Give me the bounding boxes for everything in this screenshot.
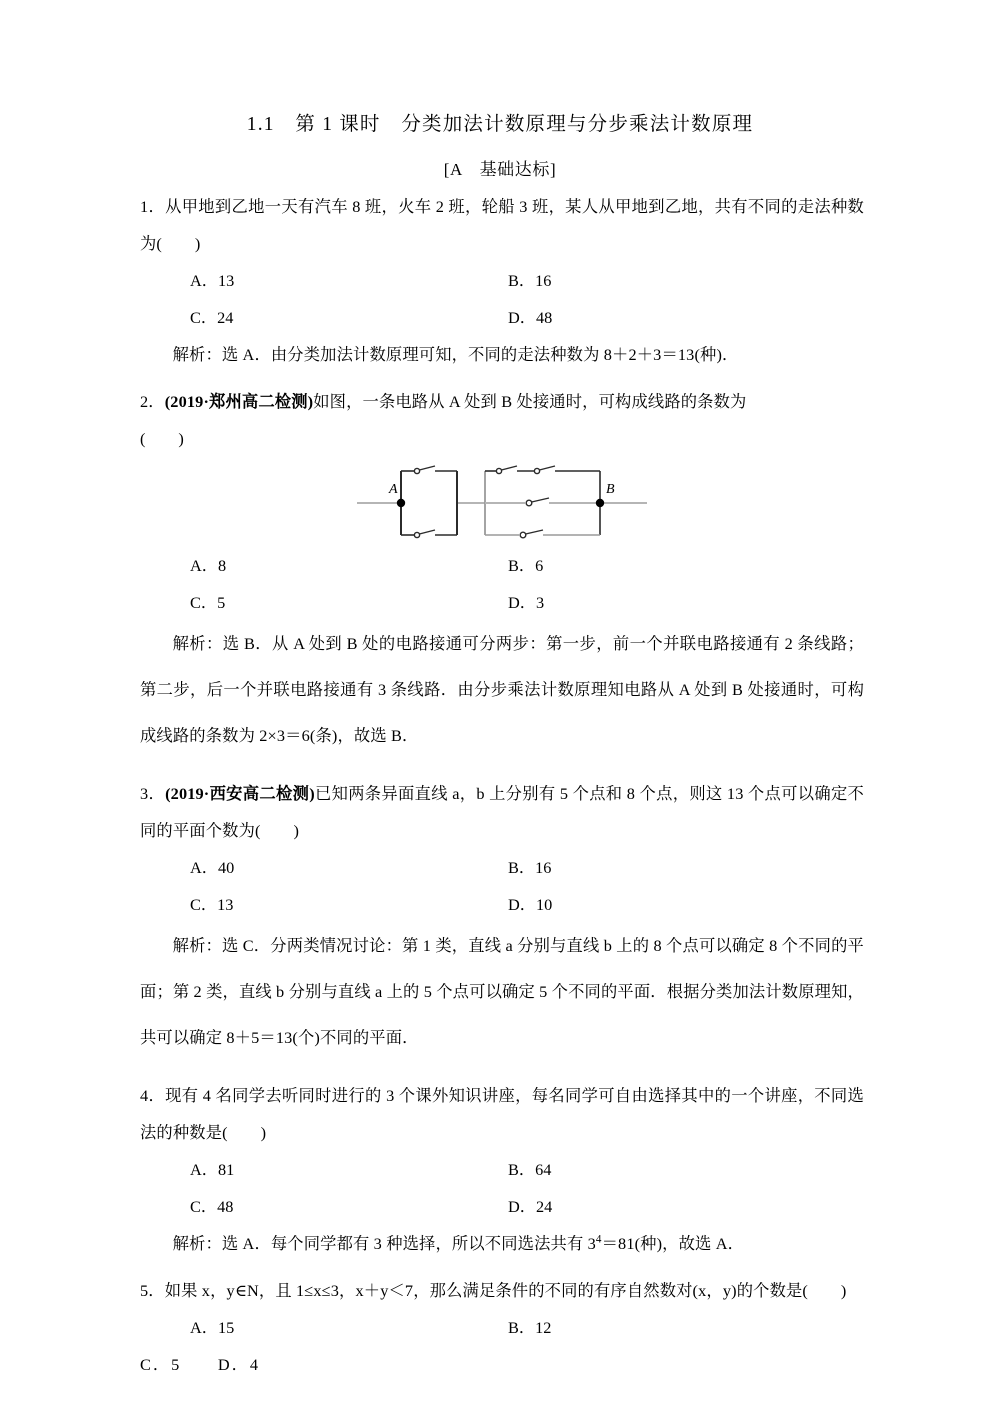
question-2-option-d[interactable]: D．3 — [508, 593, 545, 612]
question-3-stem-text: 已知两条异面直线 a，b 上分别有 5 个点和 8 个点，则这 13 个点可以确定不同的平面个数为( ) — [140, 784, 864, 840]
question-2-number: 2． — [140, 392, 165, 411]
question-2 — [140, 383, 864, 759]
question-3 — [140, 775, 864, 1061]
section-label: [A 基础达标] — [443, 160, 557, 179]
question-3-option-d[interactable]: D．10 — [508, 895, 553, 914]
question-4-stem: 4．现有 4 名同学去听同时进行的 3 个课外知识讲座，每名同学可自由选择其中的一个讲座，不同选法的种数是( ) — [140, 1086, 864, 1142]
question-3-option-a[interactable]: A．40 — [190, 858, 235, 877]
circuit-node-a-label: A — [389, 482, 398, 497]
question-1-stem: 1．从甲地到乙地一天有汽车 8 班，火车 2 班，轮船 3 班，某人从甲地到乙地，共有不同的走法种数为( ) — [140, 197, 864, 253]
question-4-option-d[interactable]: D．24 — [508, 1197, 553, 1216]
question-4-solution-exponent: 4 — [595, 1233, 602, 1246]
question-5-options-row-1 — [140, 1309, 864, 1346]
question-4-solution — [140, 1225, 864, 1262]
question-1-option-a[interactable]: A．13 — [190, 271, 235, 290]
question-1-solution: 解析：选 A．由分类加法计数原理可知，不同的走法种数为 8＋2＋3＝13(种)． — [172, 345, 739, 364]
question-4-option-c[interactable]: C．48 — [190, 1197, 234, 1216]
question-4-options-row-2 — [140, 1188, 864, 1225]
question-4-options-row-1 — [140, 1151, 864, 1188]
question-2-options-row-2 — [140, 584, 864, 621]
exercise-content — [140, 188, 864, 1383]
question-5 — [140, 1272, 864, 1383]
question-4 — [140, 1077, 864, 1262]
question-3-options-row-2 — [140, 886, 864, 923]
question-3-option-c[interactable]: C．13 — [190, 895, 234, 914]
question-2-stem-cont: ( ) — [140, 429, 185, 448]
question-2-figure — [140, 461, 864, 545]
question-2-option-b[interactable]: B．6 — [508, 556, 544, 575]
question-5-option-a[interactable]: A．15 — [190, 1318, 235, 1337]
question-2-options-row-1 — [140, 547, 864, 584]
question-1-option-d[interactable]: D．48 — [508, 308, 553, 327]
question-3-source: (2019·西安高二检测) — [165, 784, 315, 803]
question-2-source: (2019·郑州高二检测) — [164, 392, 314, 411]
question-1-options-row-2 — [140, 299, 864, 336]
question-2-option-a[interactable]: A．8 — [190, 556, 227, 575]
question-2-stem — [140, 383, 864, 420]
question-5-option-b[interactable]: B．12 — [508, 1318, 552, 1337]
question-5-stem: 5．如果 x，y∈N，且 1≤x≤3，x＋y＜7，那么满足条件的不同的有序自然数对(x，y)的个数是( ) — [140, 1281, 847, 1300]
question-1-option-c[interactable]: C．24 — [190, 308, 234, 327]
question-3-option-b[interactable]: B．16 — [508, 858, 552, 877]
question-1 — [140, 188, 864, 373]
question-4-option-b[interactable]: B．64 — [508, 1160, 552, 1179]
question-3-solution: 解析：选 C．分两类情况讨论：第 1 类，直线 a 分别与直线 b 上的 8 个点可以确定 8 个不同的平面；第 2 类，直线 b 分别与直线 a 上的 5 个点可以确定 5 个不同的平面．根据分类加法计数原理知，共可以确定 8＋5＝13(个)不同的平面． — [140, 936, 864, 1047]
question-2-solution: 解析：选 B．从 A 处到 B 处的电路接通可分两步：第一步，前一个并联电路接通有 2 条线路；第二步，后一个并联电路接通有 3 条线路．由分步乘法计数原理知电路从 A 处到 B 处接通时，可构成线路的条数为 2×3＝6(条)，故选 B． — [140, 634, 864, 745]
page-title: 1.1 第 1 课时 分类加法计数原理与分步乘法计数原理 — [246, 114, 754, 135]
question-1-option-b[interactable]: B．16 — [508, 271, 552, 290]
question-2-option-c[interactable]: C．5 — [190, 593, 226, 612]
question-1-options-row-1 — [140, 262, 864, 299]
question-5-options-row-2[interactable]: C．5 D．4 — [140, 1355, 261, 1374]
question-3-stem — [140, 775, 864, 849]
question-3-number: 3． — [140, 784, 166, 803]
question-3-options-row-1 — [140, 849, 864, 886]
question-4-option-a[interactable]: A．81 — [190, 1160, 235, 1179]
question-2-stem-text: 如图，一条电路从 A 处到 B 处接通时，可构成线路的条数为 — [313, 392, 747, 411]
circuit-node-b-label: B — [606, 482, 615, 497]
question-4-solution-pre: 解析：选 A．每个同学都有 3 种选择，所以不同选法共有 3 — [172, 1234, 596, 1253]
question-4-solution-post: ＝81(种)，故选 A． — [601, 1234, 745, 1253]
circuit-diagram — [357, 461, 647, 545]
